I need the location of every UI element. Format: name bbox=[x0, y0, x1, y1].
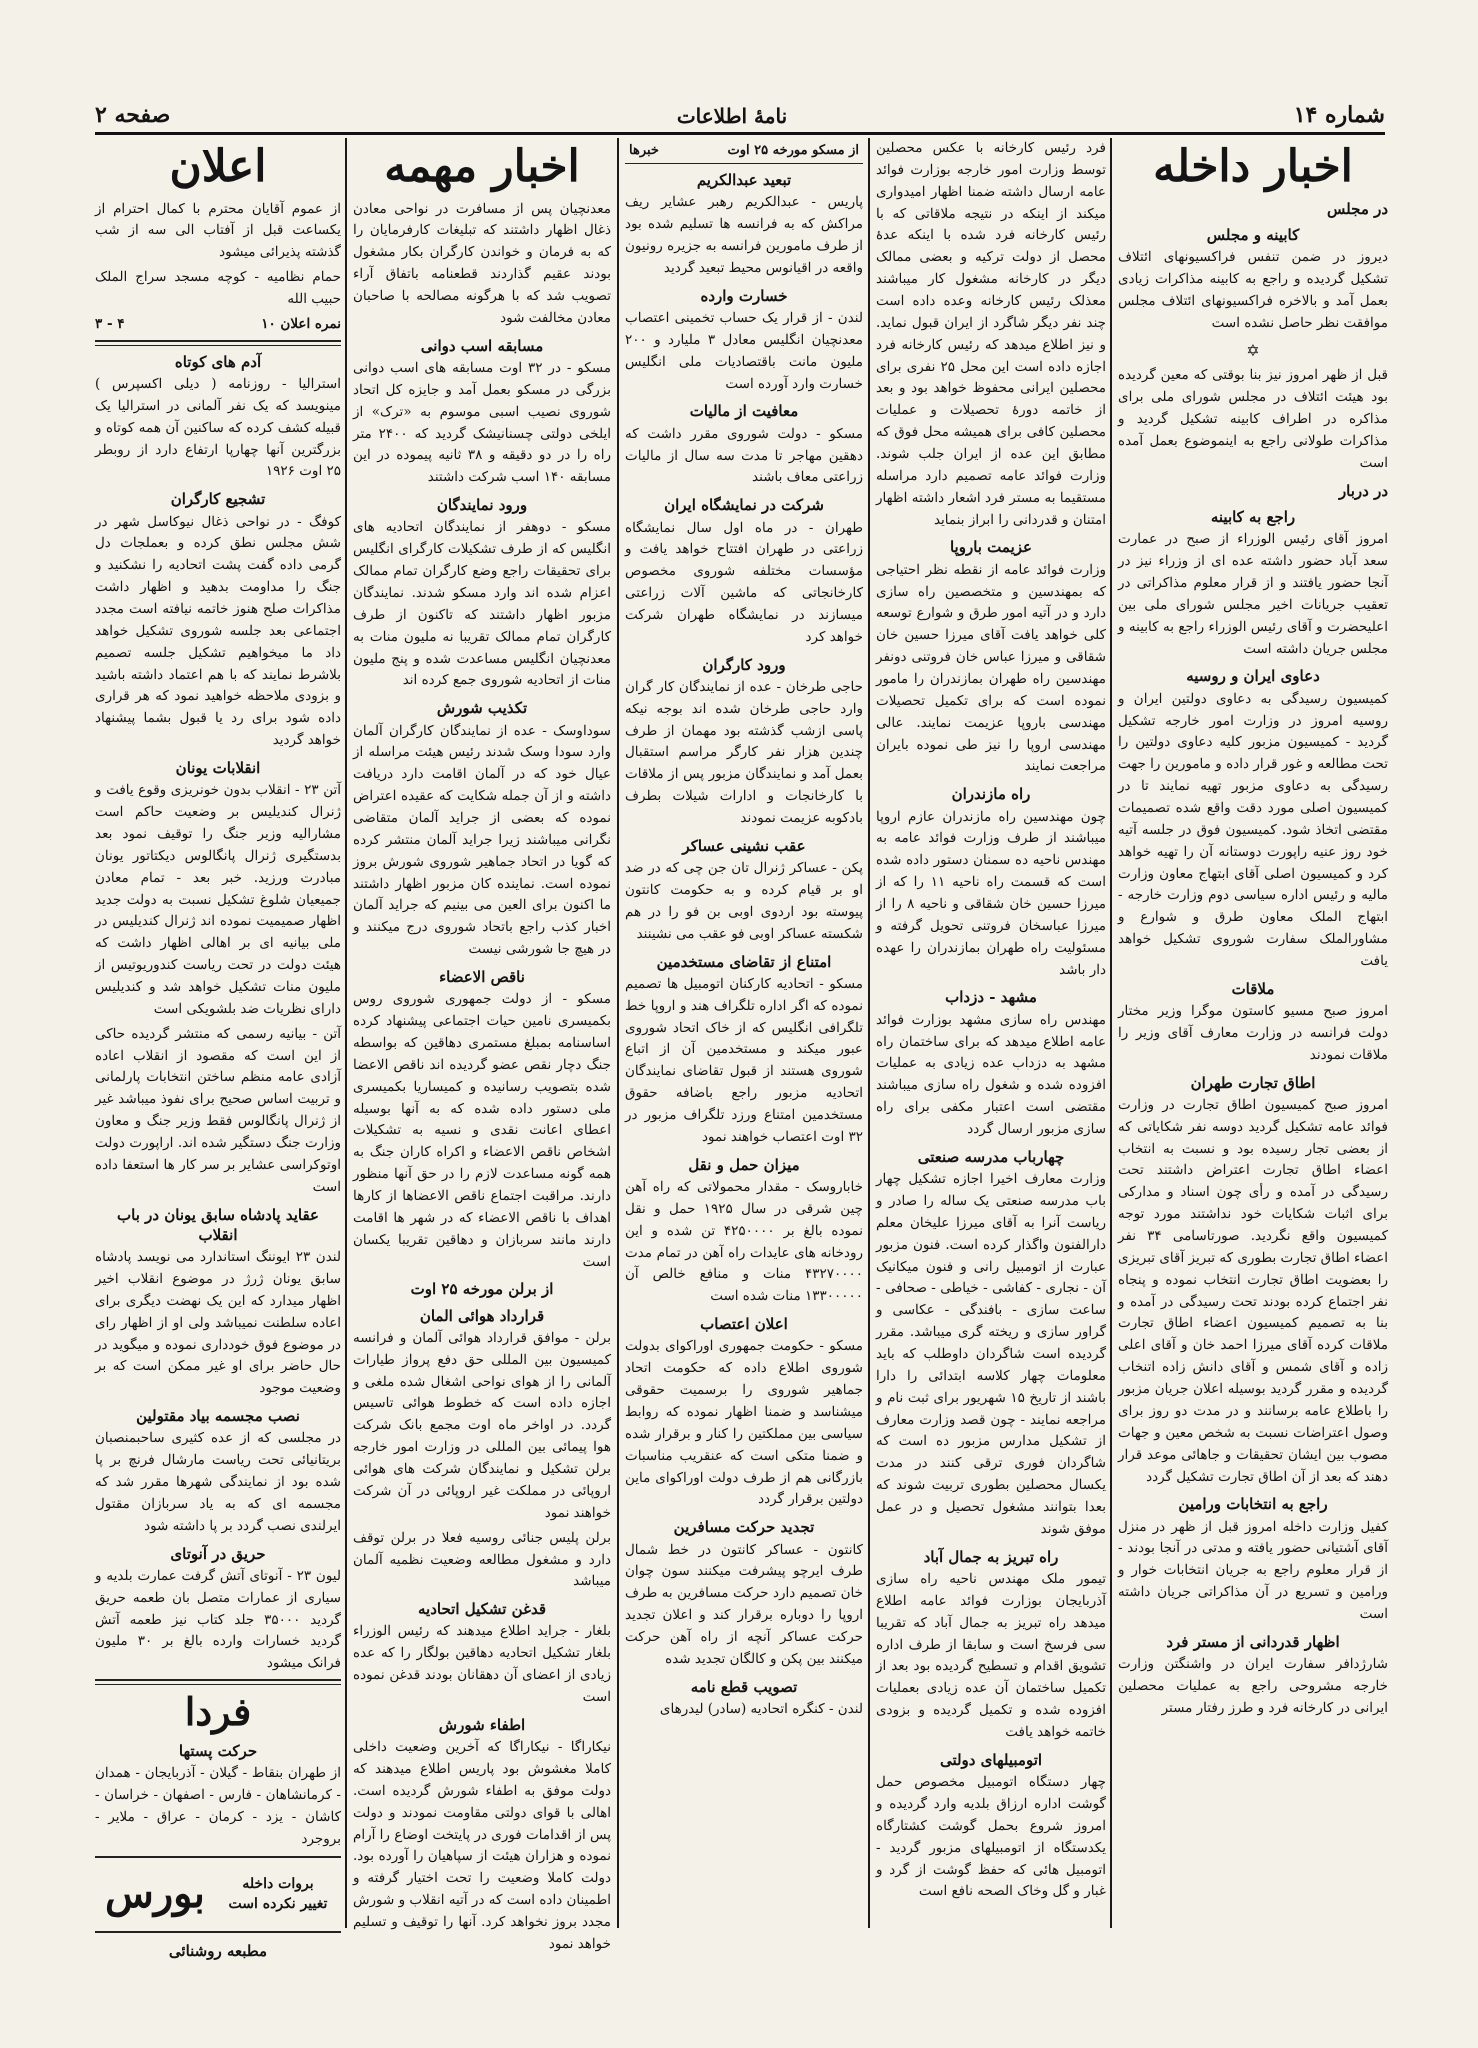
article-headline: ناقص الاعضاء bbox=[439, 967, 525, 986]
article-body: مسکو - از دولت جمهوری شوروی روس بکمیسری نامین حیات اجتماعی پیشنهاد کرده اساسنامه بمبلغ مستمری دهاقین که بواسطه جنگ دچار نقص عضو گردیده اند ناقص الاعضا شده بتصویب رسانیده و کمیساریا بکمیسری ملی دستور داده شده که به آنها بوسیله اعطای اعانت نقدی و نسیه به تشکیلات اشخاص ناقص الاعضاء و اکراه کاران جنگ به همه گونه مساعدت لازم را در حق آنها منظور دارند. مراقبت اجتماع ناقص الاعضاها از کارها اهداف با ناقص الاعضاء که در شهر ها اقامت دارند مانند سربازان و دهاقین تقریبا یکسان است bbox=[353, 991, 611, 1270]
article-headline: تبعید عبدالکریم bbox=[696, 171, 792, 190]
masthead bbox=[95, 98, 1385, 135]
column-foreign-news bbox=[625, 138, 863, 1928]
article-headline: شرکت در نمایشگاه ایران bbox=[664, 496, 824, 515]
article-headline: چهارباب مدرسه صنعتی bbox=[917, 1147, 1065, 1166]
bourse-box bbox=[95, 1856, 341, 1933]
article-headline: عزیمت باروپا bbox=[949, 538, 1032, 557]
article-body: لندن - کنگره اتحادیه (سادر) لیدرهای bbox=[659, 1700, 863, 1717]
article-headline: معافیت از مالیات bbox=[689, 402, 799, 421]
article-body: کفیل وزارت داخله امروز قبل از ظهر در منزل آقای آشتیانی حضور یافته و مدتی در آنجا بودند - از قرار معلوم راجع به جریان انتخابات خوار و ورامین و تسریع در آن مذاکراتی جریان داشته است bbox=[1118, 1518, 1388, 1623]
article-body: نیکاراگا - نیکاراگا که آخرین وضعیت داخلی کاملا مغشوش بود پاریس اطلاع میدهند که دولت موفق به اطفاء شورش گردیده است. اهالی با قوای دولتی مقاومت نمودند و دولت پس از اقدامات فوری در پایتخت اوضاع را آرام نموده و هزاران هیئت از سپاهیان را آورده بود. دولت کاملا وضعیت را تحت اختیار گرفته و اطمینان داده است که در آتیه انقلاب و شورش مجدد بروز نخواهد کرد. آنها را توقیف و تسلیم خواهد نمود bbox=[353, 1739, 611, 1952]
article-headline: ورود کارگران bbox=[702, 655, 786, 674]
article-headline: اتومبیلهای دولتی bbox=[939, 1750, 1043, 1769]
article-body: برلن پلیس جنائی روسیه فعلا در برلن توقف دارد و مشغول مطالعه وضعیت نظمیه آلمان میباشد bbox=[353, 1529, 611, 1590]
article-headline: مسابقه اسب دوانی bbox=[420, 336, 544, 355]
article-body: امروز صبح کمیسیون اطاق تجارت در وزارت فوائد عامه تشکیل گردید دوسه نفر شکایاتی که از بعضی تجار رسیده بود و نسبت به انتخاب اعضاء اطاق تجارت اعتراض داشتند تحت رسیدگی در آمده و رأی چون اسناد و مدارکی برای اثبات شکایات خود نداشتند مورد توجه کمیسیون واقع نگردید. صورتاسامی ۳۴ نفر اعضاء اطاق تجارت بطوری که تبریز آقای تبریزی را بعضویت اطاق تجارت انتخاب نموده و پنجاه نفر اجتماع کرده بودند تحت رسیدگی در آمده و بنا به تصمیم کمیسیون اعضاء اطاق تجارت ملاقات کرده آقای میرزا احمد خان و آقای اعلی زاده و آقای شمس و آقای دانش زاده اتنخاب گردیده و مقرر گردید بوسیله اعلان جریان مزبور را باطلاع عامه برسانند و در مدت دو روز برای وصول اعتراضات نسبت به شخص معین و جهات مصوب بین ایشان تحقیقات و جاهائی موعد قرار دهند که بعد از آن اطاق تجارت تشکیل گردد bbox=[1118, 1096, 1388, 1485]
article-headline: راجع به کابینه bbox=[1210, 507, 1296, 526]
bourse-title: بورس bbox=[105, 1870, 205, 1918]
column-domestic-continued bbox=[876, 138, 1106, 1928]
article-body: لندن ۲۳ ایوننگ استاندارد می نویسد پادشاه سابق یونان ژرژ در موضوع انقلاب اخیر اظهار میدارد که این یک نهضت دیگری برای اعاده سلطنت نمیباشد ولی او از اظهار رای در موضوع فوق خودداری نموده و میگوید در حال حاضر برای او غیر ممکن است که بر وضعیت موجود bbox=[95, 1249, 341, 1397]
article-body: آتن ۲۳ - انقلاب بدون خونریزی وقوع یافت و ژنرال کندیلیس بر وضعیت حاکم است مشارالیه وزیر جنگ را توقیف نمود بعد بدستگیری ژنرال پانگالوس دیکتاتور یونان مبادرت ورزید. خبر بعد - تمام معادن جمیعیان شلوغ تشکیل نسبت به دولت جدید اظهار صمیمیت نموده اند ژنرال کندیلیس در ملی بیانیه ای بر اهالی اظهار داشت که هیئت دولت در تحت ریاست کندوریوتیس از ملیون منات تشکیل خواهد شد و کندیلیس دارای نظریات ضد بلشویکی است bbox=[95, 782, 341, 1017]
article-body: امروز آقای رئیس الوزراء از صبح در عمارت سعد آباد حضور داشته عده ای از وزراء نیز در آنجا حضور یافتند و از قرار معلوم مذاکراتی در تعقیب جریانات اخیر مجلس شورای ملی بین اعلیحضرت و آقای رئیس الوزراء راجع به کابینه و مجلس جریان داشته است bbox=[1118, 531, 1388, 657]
article-headline: تجدید حرکت مسافرین bbox=[673, 1518, 815, 1537]
article-headline: اعلان اعتصاب bbox=[700, 1315, 788, 1334]
section-label: در دربار bbox=[1338, 481, 1388, 500]
article-headline: میزان حمل و نقل bbox=[688, 1155, 800, 1174]
article-body: لیون ۲۳ - آنوتای آتش گرفت عمارت بلدیه و سیاری از عمارات متصل بان طعمه حریق گردید ۳۵۰۰۰ جلد کتاب نیز طعمه آتش گردید خسارات وارده بالغ بر ۳۰ ملیون فرانک میشود bbox=[95, 1567, 341, 1672]
bourse-line: تغییر نکرده است bbox=[228, 1895, 328, 1912]
dateline bbox=[625, 138, 863, 164]
article-body: چهار دستگاه اتومبیل مخصوص حمل گوشت اداره ارزاق بلدیه وارد گردیده و امروز شروع بحمل گوشت کشتارگاه یکدستگاه از اتومبیلهای مزبور گردید - اتومبیل هائی که حفظ گوشت از گرد و غبار و گل وخاک الصحه نافع است bbox=[876, 1774, 1106, 1900]
article-body: فرد رئیس کارخانه با عکس محصلین توسط وزارت امور خارجه بوزارت فوائد عامه ارسال داشته ضمنا اظهار امیدواری میکند از اینکه در نتیجه ملاقاتی که با رئیس کارخانه فرد شده با اینکه عدۀ محصل از دولت ترکیه و بعضی ممالک دیگر در کارخانه مشغول کار میباشند معذلک رئیس کارخانه وعده داده است چند نفر دیگر شاگرد از ایران قبول نماید. و نیز اطلاع میدهد که رئیس کارخانه فرد اجازه داده است این محل ۲۵ نفری برای محصلین ایرانی محفوظ خواهد بود و بعد از خاتمه دورۀ تحصیلات و عملیات محصلین کافی برای همیشه محل فوق که مطابق این عده از ایران جلب شوند. وزارت فوائد عامه تصمیم دارد مراسله مستقیما به مستر فرد اشعار داشته اظهار امتنان و قدردانی را ابراز بنماید bbox=[876, 140, 1106, 528]
newspaper-name: نامۀ اطلاعات bbox=[676, 104, 788, 128]
article-headline: اطاق تجارت طهران bbox=[1190, 1073, 1316, 1092]
ad-number-line bbox=[95, 314, 341, 336]
article-body: در مجلسی که از عده کثیری ساحبمنصبان بریتانیائی تحت ریاست مارشال فرنچ بر پا شده بود از نمایندگی شهرها مقرر شد که مجسمه ای که به یاد سربازان مقتول ایرلندی نصب گردد بر پا داشته شود bbox=[95, 1430, 341, 1534]
article-headline: نصب مجسمه بیاد مقتولین bbox=[136, 1407, 300, 1426]
dateline-flag: خبرها bbox=[629, 143, 659, 158]
ad-text: از عموم آقایان محترم با کمال احترام از یکساعت قبل از آفتاب الی سه از شب گذشته پذیرائی میشود bbox=[95, 200, 341, 261]
article-headline: اطفاء شورش bbox=[438, 1715, 526, 1734]
column-title: اعلان bbox=[169, 141, 267, 192]
dateline-label: از مسکو مورخه ۲۵ اوت bbox=[727, 143, 859, 158]
article-body: بلغار - جراید اطلاع میدهند که رئیس الوزراء بلغار تشکیل اتحادیه دهاقین بولگار را که عده زیادی از اعضای آن دهقانان بودند قدغن نموده است bbox=[353, 1623, 611, 1706]
article-headline: قرارداد هوائی المان bbox=[419, 1306, 545, 1325]
article-headline: تصویب قطع نامه bbox=[690, 1677, 798, 1696]
article-headline: تشجیع کارگران bbox=[170, 490, 266, 509]
article-headline: راه مازندران bbox=[951, 785, 1031, 804]
article-body: مسکو - دولت شوروی مقرر داشت که دهقین مهاجر تا مدت سه سال از مالیات زراعتی معاف باشند bbox=[625, 425, 863, 486]
article-body: کانتون - عساکر کانتون در خط شمال طرف ایرچو پیشرفت میکنند سون چوان خان تصمیم دارد حرکت مسافرین به طرف اروپا را دوباره برقرار کند و اعلان تجدید حرکت عساکر آنچه از راه آهن حرکت میکنند بین پکن و کالگان تجدید شده bbox=[625, 1541, 863, 1667]
article-body: مسکو - حکومت جمهوری اوراکوای بدولت شوروی اطلاع داده که حکومت اتحاد جماهیر شوروی را برسمیت حقوقی میشناسد و ضمنا اظهار نموده که روابط سیاسی بین مملکتین را کنار و برقرار شده و ضمنا متکی است که عنقریب مناسبات بازرگانی هم از طرف دولت اوراکوای ماین دولتین برقرار گردد bbox=[625, 1338, 863, 1508]
post-departures-headline: حرکت پستها bbox=[178, 1741, 258, 1760]
article-body: خاباروسک - مقدار محمولاتی که راه آهن چین شرقی در سال ۱۹۲۵ حمل و نقل نموده بالغ بر ۴۲۵۰۰۰۰ تن شده و این رودخانه های عایدات راه آهن در تمام مدت ۴۳۲۷۰۰۰۰ منات و منافع خالص آن ۱۳۳۰۰۰۰۰ منات شده است bbox=[625, 1178, 864, 1305]
article-headline: انقلابات یونان bbox=[175, 759, 261, 777]
article-body: برلن - موافق قرارداد هوائی آلمان و فرانسه کمیسیون بین المللی حق دفع پرواز طیارات آلمانی را از هوای نواحی اشغال شده ملغی و اجازه داده است که خطوط هوائی تاسیس گردد. در اواخر ماه اوت مجمع بانک شرکت هوا پیمائی بین المللی در وزارت امور خارجه برلن تشکیل و نمایندگان شرکت های هوائی اروپائی در مملکت غیر اروپائی در آن شرکت خواهند نمود bbox=[353, 1329, 611, 1521]
section-label: در مجلس bbox=[1327, 199, 1388, 218]
article-headline: امتناع از تقاضای مستخدمین bbox=[656, 952, 832, 971]
bourse-info bbox=[215, 1875, 341, 1914]
article-body: چون مهندسین راه مازندران عازم اروپا میباشند از طرف وزارت فوائد عامه به مهندس ناحیه ده سمنان دستور داده شده است که قسمت راه ناحیه ۱۱ را که از میرزا حسین خان شقاقی و ناحیه ۸ را از میرزا عباسخان فروتنی تحویل گرفته و مسئولیت راه طهران بمازندران را عهده دار باشد bbox=[876, 808, 1107, 978]
separator bbox=[95, 340, 341, 346]
article-body: معدنچیان پس از مسافرت در نواحی معادن ذغال اظهار داشتند که تبلیغات کارفرمایان را که به فرمان و خواندن کارگران بکار مشغول بودند عقیم گذاردند قطعنامه باتفاق آراء تصویب شد که با هرگونه مصالحه با صاحبان معادن مخالفت شود bbox=[353, 200, 611, 326]
article-body: مسکو - در ۳۲ اوت مسابقه های اسب دوانی بزرگی در مسکو بعمل آمد و جایزه کل اتحاد شوروی نصیب اسبی موسوم به «ترک» از ایلخی دولتی چسنانیشک گردید که ۲۴۰۰ متر راه را در دو دقیقه و ۳۸ ثانیه پیموده در این مسابقه ۱۴۰ اسب شرکت داشتند bbox=[353, 360, 611, 486]
separator bbox=[95, 1679, 341, 1685]
article-headline: دعاوی ایران و روسیه bbox=[1186, 667, 1320, 686]
column-rule bbox=[617, 138, 619, 1928]
article-body: پاریس - عبدالکریم رهبر عشایر ریف مراکش که به فرانسه ها تسلیم شده بود از طرف مامورین فرانسه به جزیره رونیون واقعه در اقیانوس محیط تبعید گردید bbox=[625, 194, 863, 276]
article-body: تیمور ملک مهندس ناحیه راه سازی آذربایجان بوزارت فوائد عامه اطلاع میدهد راه تبریز به جمال آباد که تقریبا سی فرسخ است و سابقا از طرف اداره تشویق اقدام و تسطیح گردیده بود بعد از تکمیل ساختمان آن عده زیادی بعملیات افزوده شده و تکمیل گردیده و بزودی خاتمه خواهد یافت bbox=[876, 1570, 1106, 1740]
article-body: کمیسیون رسیدگی به دعاوی دولتین ایران و روسیه امروز در وزارت امور خارجه تشکیل گردید - کمیسیون مزبور کلیه دعاوی دولتین را تحت مطالعه و غور قرار داده و مامورین را جهت رسیدگی به دعاوی مزبور تهیه نمایند تا در کمیسیون اصلی مورد دقت واقع شده تصمیمات مقتضی اتخاذ شود. کمیسیون فوق در جلسه آتیه خود روز عنیه راپورت دوستانه آن را تهیه خواهد کرد و کمیسیون اصلی آقای ابتهاج معاون وزارت مالیه و رئیس اداره سیاسی دوم وزارت خارجه - ابتهاج الملک معاون طرق و شوارع و مشاورالملک سفارت شوروی تشکیل خواهد یافت bbox=[1118, 690, 1388, 969]
article-headline: عقب نشینی عساکر bbox=[682, 836, 806, 855]
column-rule bbox=[868, 138, 870, 1928]
article-body: شارژدافر سفارت ایران در واشنگتن وزارت خارجه مشروحی راجع به عملیات محصلین ایرانی در کارخانه فرد و طرز رفتار مستر bbox=[1118, 1656, 1388, 1716]
article-headline: حریق در آنوتای bbox=[170, 1544, 266, 1563]
column-announcements bbox=[95, 138, 341, 1961]
article-headline: راه تبریز به جمال آباد bbox=[923, 1547, 1059, 1566]
ad-number: نمره اعلان ۱۰ bbox=[261, 315, 341, 332]
article-headline: مشهد - دزداب bbox=[945, 988, 1037, 1007]
star-ornament: ✡ bbox=[1246, 340, 1260, 360]
column-domestic-news bbox=[1118, 138, 1388, 1928]
page-number: صفحه ۲ bbox=[95, 102, 171, 128]
column-rule bbox=[1110, 138, 1112, 1928]
article-body: آتن - بیانیه رسمی که منتشر گردیده حاکی از این است که مقصود از انقلاب اعاده آزادی عامه منظم ساختن انتخابات پارلمانی و تربیت اساس صحیح برای نفوذ میباشد غیر از ژنرال پانگالوس فقط وزیر جنگ و معاون وزارت جنگ دستگیر شده اند. اراپورت دولت اوتوکراسی عشایر بر سر کار ها استعفا داده است bbox=[95, 1025, 341, 1195]
article-body: وزارت فوائد عامه از نقطه نظر احتیاجی که بمهندسین و متخصصین راه سازی دارد و در آتیه امور طرق و شوارع توسعه کلی خواهد یافت آقای میرزا حسین خان شقاقی و میرزا عباس خان فروتنی دونفر مهندسین راه طهران بمازندران را مامور نموده است که برای تکمیل تحصیلات مهندسی باروپا عزیمت نمایند. عالی مهندسی اروپا را نیز طی نموده بایران مراجعت نمایند bbox=[876, 561, 1106, 775]
tomorrow-title: فردا bbox=[184, 1689, 252, 1735]
article-body: پکن - عساکر ژنرال تان جن چی که در ضد او بر قیام کرده و به حکومت کانتون پیوسته بود اردوی اوبی بن فو را در هم شکسته عساکر اوبی فو عقب می نشینند bbox=[625, 860, 863, 942]
issue-number: شماره ۱۴ bbox=[1293, 102, 1385, 128]
column-title: اخبار مهمه bbox=[384, 141, 580, 192]
article-body: وزارت معارف اخیرا اجازه تشکیل چهار باب مدرسه صنعتی یک ساله را صادر و ریاست آنرا به آقای میرزا علیخان معلم دارالفنون واگذار کرده است. فنون مزبور عبارت از اتومبیل رانی و فنون میکانیک آن - نجاری - کفاشی - خیاطی - صحافی - ساعت سازی - بافندگی - عکاسی و گراور سازی و ریخته گری میباشد. مقرر گردیده است شاگردان داوطلب که باید معلومات چهار کلاسه ابتدائی را دارا باشند از تاریخ ۱۵ شهریور برای ثبت نام و مراجعه نمایند - چون قصد وزارت معارف از تشکیل مدارس مزبور ده است که شاگردان فوری ترقی کنند در مدت یکسال محصلین بطوری تربیت شوند که بعدا بتوانند مشغول تحصیل و در عمل موفق شوند bbox=[876, 1171, 1106, 1537]
article-body: امروز صبح مسیو کاستون موگرا وزیر مختار دولت فرانسه در وزارت معارف آقای وزیر را ملاقات نمودند bbox=[1118, 1003, 1388, 1063]
article-headline: عقاید پادشاه سابق یونان در باب انقلاب bbox=[117, 1205, 319, 1244]
article-body: مسکو - دوهفر از نمایندگان اتحادیه های انگلیس که از طرف تشکیلات کارگرای انگلیس برای تحقیقات راجع وضع کارگران تمام ممالک اعزام شده اند وارد مسکو شدند. نمایندگان مزبور اظهار داشتند که تاکنون از طرف کارگران تمام ممالک تقریبا نه ملیون منات به معدنچیان انگلیس مساعدت شده و پنج ملیون منات از اتحادیه شوروی جمع کرده اند bbox=[353, 519, 611, 689]
article-body: کوفگ - در نواحی ذغال نیوکاسل شهر در شش مجلس نطق کرده و بعملجات دل گرمی داده گفت پشت اتحادیه را نشکنید و جنگ را مداومت بدهید و اظهار داشت مذاکرات صلح هنوز خاتمه نیافته است مجدد اجتماعی بعد جلسه شوروی تشکیل خواهد داد ما میخواهیم تشکیل جلسه تصمیم بلاشرط نمایند که با هم اعتماد داشته باشید و بزودی ملاحظه خواهید نمود که هر قراری داده شود برای رد یا قبول بشما پیشنهاد خواهد گردید bbox=[95, 513, 341, 749]
article-body: حاجی طرخان - عده از نمایندگان کار گران وارد حاجی طرخان شده اند بوجه نیکه پاسی ازشب گذشته بود مهمان از طرف چندین هزار نفر کارگر مراسم استقبال بعمل آمد و نمایندگان مزبور پس از ملاقات با کارخانجات و ادارات شیلات بطرف بادکوبه عزیمت نمودند bbox=[625, 678, 863, 827]
article-body: سوداوسک - عده از نمایندگان کارگران آلمان وارد سودا وسک شدند رئیس هیئت مراسله از عیال خود که در آلمان اقامت دارد دریافت داشته و از آن جمله شکایت که عقیده اعتراض نموده که بعضی از جراید آلمان متقاضی نگرانی میباشند زیرا جراید آلمان منتشر کرده که گویا در اتحاد جماهیر شوروی شورش بروز نموده است. نماینده کان مزبور اظهار داشتند ما اکنون برای العین می بینیم که جراید آلمان اخبار کذب راجع باتحاد شوروی درج میکنند و در هیچ جا شورشی نیست bbox=[353, 722, 611, 958]
article-body: مسکو - اتحادیه کارکنان اتومبیل ها تصمیم نموده که اگر اداره تلگراف هند و اروپا خط تلگرافی انگلیس که از خاک اتحاد شوروی عبور میکند و مستخدمین آن از اتباع شوروی هستند از قبول تقاضای نمایندگان اتحادیه مزبور راجع باضافه حقوق مستخدمین امتناع ورزد تلگراف مزبور در ۳۲ اوت اعتصاب خواهند نمود bbox=[625, 975, 863, 1145]
article-headline: تکذیب شورش bbox=[436, 699, 528, 718]
printer-name: مطبعه روشنائی bbox=[168, 1942, 268, 1961]
article-headline: راجع به انتخابات ورامین bbox=[1178, 1495, 1328, 1514]
ad-times: ۴ - ۳ bbox=[95, 315, 125, 332]
article-body: قبل از ظهر امروز نیز بنا بوقتی که معین گردیده بود هیئت ائتلاف در مجلس شورای ملی برای مذاکره در اطراف کابینه تشکیل گردید و مذاکرات طولانی راجع به اینموضوع بعمل آمده است bbox=[1118, 367, 1388, 471]
ad-address: حمام نظامیه - کوچه مسجد سراج الملک حبیب الله bbox=[95, 269, 341, 308]
bourse-line: بروات داخله bbox=[242, 1876, 314, 1893]
article-headline: قدغن تشکیل اتحادیه bbox=[418, 1600, 546, 1619]
article-headline: ملاقات bbox=[1231, 979, 1275, 998]
column-important-news bbox=[353, 138, 611, 1952]
column-rule bbox=[345, 138, 347, 1928]
article-body: مهندس راه سازی مشهد بوزارت فوائد عامه اطلاع میدهد که برای ساختمان راه مشهد به دزداب عده زیادی به عملیات افزوده شده و شغول راه سازی میباشند مقتضی است اعتبار مکفی برای راه سازی مزبور ارسال گردد bbox=[876, 1011, 1106, 1137]
article-body: طهران - در ماه اول سال نمایشگاه زراعتی در طهران افتتاح خواهد یافت و مؤسسات مختلفه شوروی مخصوص کارخانجاتی که ماشین آلات زراعتی میسازند در نمایشگاه طهران شرکت خواهد کرد bbox=[625, 519, 863, 645]
post-departures-text: از طهران بنقاط - گیلان - آذربایجان - همدان - کرمانشاهان - فارس - اصفهان - خراسان - کاشان - یزد - کرمان - عراق - ملایر - بروجرد bbox=[95, 1765, 341, 1847]
article-body: دیروز در ضمن تنفس فراکسیونهای ائتلاف تشکیل گردیده و راجع به کابینه مذاکرات زیادی بعمل آمد و بالاخره فراکسیونهای ائتلاف مجلس موافقت نظر حاصل نشده است bbox=[1118, 249, 1388, 331]
column-title: اخبار داخله bbox=[1153, 141, 1353, 192]
article-headline: اظهار قدردانی از مستر فرد bbox=[1166, 1632, 1340, 1651]
article-body: لندن - از قرار یک حساب تخمینی اعتصاب معدنچیان انگلیس معادل ۳ ملیارد و ۲۰۰ ملیون مانت باقتصادیات ملی انگلیس خسارت وارد آورده است bbox=[625, 309, 864, 392]
dateline: از برلن مورخه ۲۵ اوت bbox=[410, 1280, 554, 1299]
article-headline: آدم های کوتاه bbox=[174, 352, 262, 371]
article-headline: خسارت وارده bbox=[700, 286, 788, 305]
article-headline: ورود نمایندگان bbox=[436, 496, 528, 515]
article-headline: کابینه و مجلس bbox=[1206, 225, 1300, 244]
article-body: استرالیا - روزنامه ( دیلی اکسپرس ) مینویسد که یک نفر آلمانی در استرالیا یک قبیله کشف کرده که ساکنین آن همه کوتاه و بزرگترین آنها چهارپا ارتفاع دارد از روبطر ۲۵ اوت ۱۹۲۶ bbox=[95, 376, 341, 480]
